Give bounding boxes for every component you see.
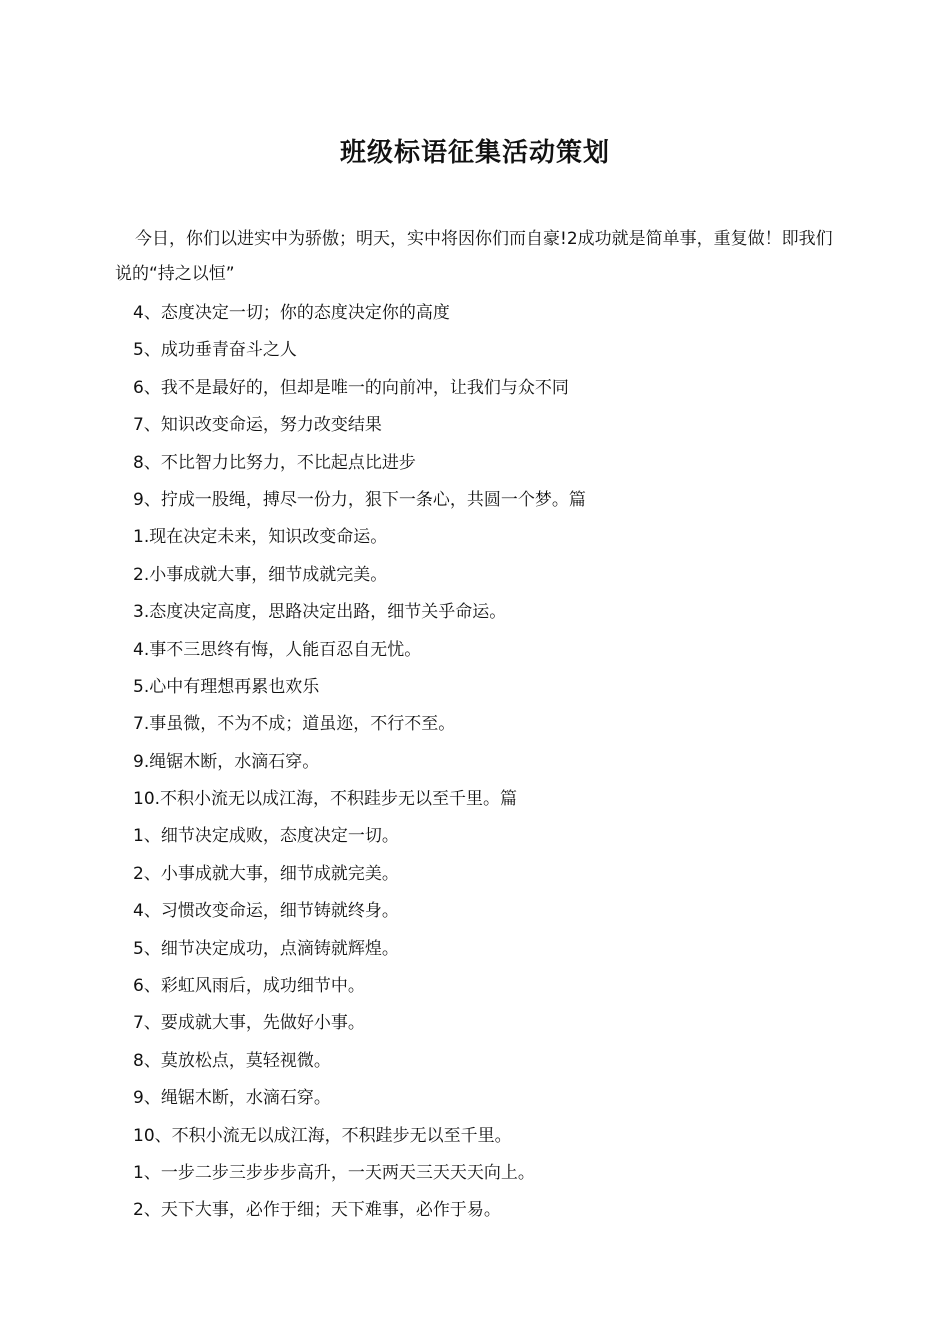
list-item: 6、我不是最好的，但却是唯一的向前冲，让我们与众不同 (133, 377, 569, 398)
document-title: 班级标语征集活动策划 (339, 138, 610, 168)
list-item: 5.心中有理想再累也欢乐 (133, 676, 320, 697)
slogan-list (133, 295, 833, 1230)
list-item: 2、天下大事，必作于细；天下难事，必作于易。 (133, 1200, 501, 1221)
list-item: 5、成功垂青奋斗之人 (133, 340, 297, 361)
list-item: 1.现在决定未来，知识改变命运。 (133, 527, 388, 548)
list-item: 2.小事成就大事，细节成就完美。 (133, 564, 388, 585)
list-item: 9、绳锯木断，水滴石穿。 (133, 1088, 331, 1109)
list-item: 8、不比智力比努力，不比起点比进步 (133, 452, 416, 473)
list-item: 10.不积小流无以成江海，不积跬步无以至千里。篇 (133, 789, 518, 810)
list-item: 8、莫放松点，莫轻视微。 (133, 1050, 331, 1071)
list-item: 4.事不三思终有悔，人能百忍自无忧。 (133, 639, 422, 660)
list-item: 9.绳锯木断，水滴石穿。 (133, 751, 320, 772)
list-item: 1、一步二步三步步步高升，一天两天三天天天向上。 (133, 1162, 535, 1183)
list-item: 2、小事成就大事，细节成就完美。 (133, 863, 399, 884)
list-item: 4、态度决定一切；你的态度决定你的高度 (133, 303, 450, 323)
list-item: 9、拧成一股绳，搏尽一份力，狠下一条心，共圆一个梦。篇 (133, 489, 586, 510)
list-item: 7.事虽微，不为不成；道虽迩，不行不至。 (133, 714, 456, 735)
list-item: 4、习惯改变命运，细节铸就终身。 (133, 901, 399, 922)
list-item: 7、要成就大事，先做好小事。 (133, 1013, 365, 1034)
list-item: 10、不积小流无以成江海，不积跬步无以至千里。 (133, 1125, 512, 1146)
list-item: 6、彩虹风雨后，成功细节中。 (133, 976, 365, 997)
list-item: 7、知识改变命运，努力改变结果 (133, 415, 382, 436)
intro-paragraph: 今日，你们以进实中为骄傲；明天，实中将因你们而自豪!2成功就是简单事，重复做！即我们说的“持之以恒” (115, 229, 833, 284)
list-item: 3.态度决定高度，思路决定出路，细节关乎命运。 (133, 602, 507, 623)
list-item: 1、细节决定成败，态度决定一切。 (133, 826, 399, 847)
list-item: 5、细节决定成功，点滴铸就辉煌。 (133, 938, 399, 959)
